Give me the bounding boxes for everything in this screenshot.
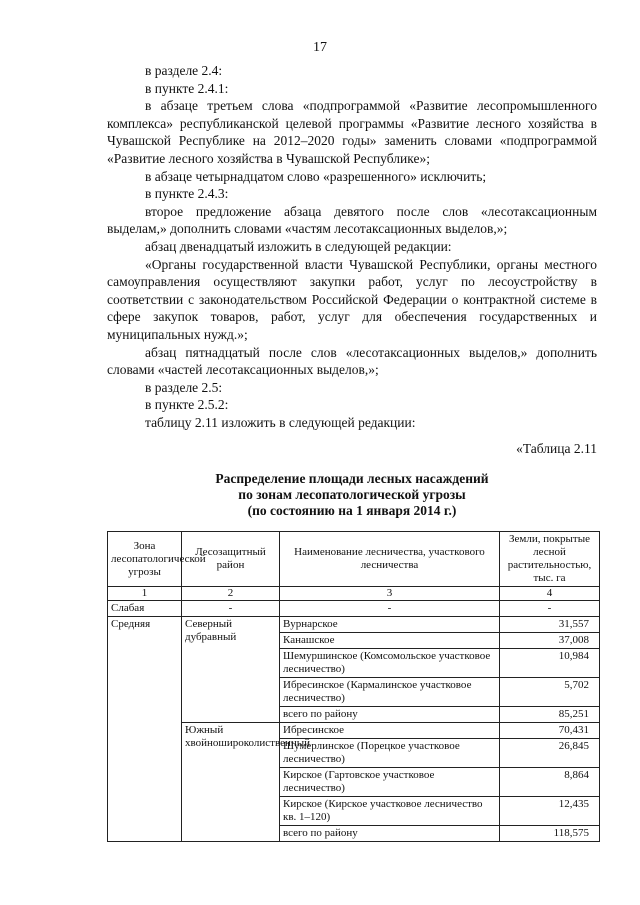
area-cell: 10,984 <box>500 649 600 678</box>
district-cell: Южный хвойношироколиственный <box>182 723 280 842</box>
paragraph: «Органы государственной власти Чувашской Республики, органы местного самоуправления осуществляют закупки работ, услуг по лесоустройству в соответствии с законодательством Российской Федерации о контрактной системе в сфере закупок товаров, работ, услуг для обеспечения государственных и муниципальных нужд.»; <box>107 256 597 342</box>
forestry-cell: Канашское <box>280 633 500 649</box>
forestry-cell: Кирское (Кирское участковое лесничество кв. 1–120) <box>280 797 500 826</box>
table-row <box>108 723 600 739</box>
area-cell: 118,575 <box>500 826 600 842</box>
column-number: 1 <box>108 587 182 601</box>
paragraph: в разделе 2.4: <box>145 63 223 78</box>
table-row-weak <box>108 601 600 617</box>
column-number: 4 <box>500 587 600 601</box>
table-label: «Таблица 2.11 <box>516 441 597 456</box>
area-cell: 85,251 <box>500 707 600 723</box>
paragraph: абзац пятнадцатый после слов «лесотаксационных выделов,» дополнить словами «частей лесотаксационных выделов,»; <box>107 344 597 378</box>
area-cell: 5,702 <box>500 678 600 707</box>
forest-area-table <box>107 531 600 842</box>
paragraph: в разделе 2.5: <box>145 379 223 395</box>
forestry-cell: Ибресинское (Кармалинское участковое лесничество) <box>280 678 500 707</box>
paragraph: абзац двенадцатый изложить в следующей редакции: <box>145 238 452 254</box>
body-text <box>107 62 597 431</box>
area-cell: 8,864 <box>500 768 600 797</box>
forestry-cell: Ибресинское <box>280 723 500 739</box>
table-row <box>108 617 600 633</box>
forestry-cell: Шумерлинское (Порецкое участковое лесничество) <box>280 739 500 768</box>
zone-cell: Слабая <box>108 601 182 617</box>
table-title-line-2: по зонам лесопатологической угрозы <box>238 487 466 502</box>
column-number: 2 <box>182 587 280 601</box>
paragraph: в абзаце четырнадцатом слово «разрешенного» исключить; <box>145 168 487 184</box>
page-number: 17 <box>313 40 327 55</box>
paragraph: в пункте 2.4.1: <box>145 80 229 96</box>
table-title-line-1: Распределение площади лесных насаждений <box>215 471 489 486</box>
header-zone: Зона лесопатологической угрозы <box>108 532 182 587</box>
table-title-line-3: (по состоянию на 1 января 2014 г.) <box>247 503 457 518</box>
paragraph: в пункте 2.4.3: <box>145 186 229 202</box>
zone-cell: Средняя <box>108 617 182 842</box>
table-header-row <box>108 532 600 587</box>
paragraph: второе предложение абзаца девятого после слов «лесотаксационным выделам,» дополнить словами «частям лесотаксационных выделов,»; <box>107 203 597 237</box>
column-numbers-row <box>108 587 600 601</box>
forestry-cell: Шемуршинское (Комсомольское участковое лесничество) <box>280 649 500 678</box>
forestry-cell: Вурнарское <box>280 617 500 633</box>
area-cell: 12,435 <box>500 797 600 826</box>
district-cell: - <box>182 601 280 617</box>
table-title <box>107 471 597 519</box>
area-cell: 70,431 <box>500 723 600 739</box>
paragraph: в пункте 2.5.2: <box>145 397 229 413</box>
area-cell: 37,008 <box>500 633 600 649</box>
area-cell: 31,557 <box>500 617 600 633</box>
district-cell: Северный дубравный <box>182 617 280 723</box>
header-district: Лесозащитный район <box>182 532 280 587</box>
paragraph: таблицу 2.11 изложить в следующей редакции: <box>145 414 416 430</box>
column-number: 3 <box>280 587 500 601</box>
paragraph: в абзаце третьем слова «подпрограммой «Развитие лесопромышленного комплекса» республиканской целевой программы «Развитие лесного хозяйства в Чувашской Республике на 2012–2020 годы» заменить словами «подпрограммой «Развитие лесного хозяйства в Чувашской Республике»; <box>107 98 597 166</box>
header-area: Земли, покрытые лесной растительностью, тыс. га <box>500 532 600 587</box>
area-cell: - <box>500 601 600 617</box>
forestry-cell: Кирское (Гартовское участковое лесничество) <box>280 768 500 797</box>
header-forestry: Наименование лесничества, участкового лесничества <box>280 532 500 587</box>
forestry-cell: - <box>280 601 500 617</box>
area-cell: 26,845 <box>500 739 600 768</box>
forestry-cell: всего по району <box>280 826 500 842</box>
forestry-cell: всего по району <box>280 707 500 723</box>
